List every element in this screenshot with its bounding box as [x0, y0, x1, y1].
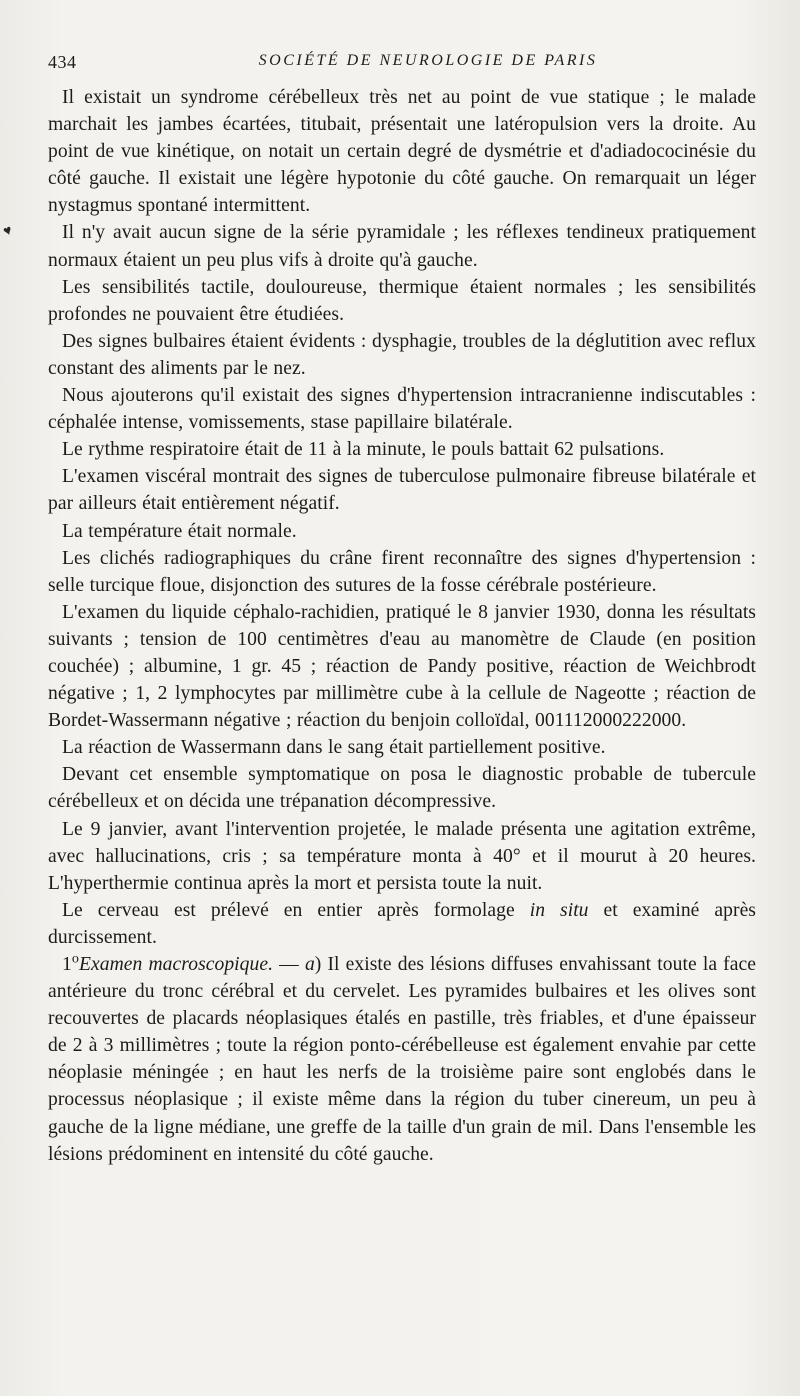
paragraph-respiratory-rhythm: Le rythme respiratoire était de 11 à la minute, le pouls battait 62 pulsations. [62, 439, 665, 461]
exam-number: 1 [62, 954, 72, 975]
body-text [48, 84, 756, 1168]
paragraph-sensibility: Les sensibilités tactile, douloureuse, thermique étaient normales ; les sensibilités profondes ne pouvaient être étudiées. [48, 276, 756, 325]
exam-heading: Examen macroscopique. [78, 954, 274, 975]
paragraph-pyramidal: Il n'y avait aucun signe de la série pyramidale ; les réflexes tendineux pratiquement normaux étaient un peu plus vifs à droite qu'à gauche. [48, 222, 756, 271]
paragraph-intracranial-hypertension: Nous ajouterons qu'il existait des signes d'hypertension intracranienne indiscutables : céphalée intense, vomissements, stase papillaire bilatérale. [48, 385, 756, 434]
situ-after: et examiné après durcissement. [48, 899, 756, 948]
paragraph-visceral-exam: L'examen viscéral montrait des signes de tuberculose pulmonaire fibreuse bilatérale et par ailleurs était entièrement négatif. [48, 466, 756, 515]
paragraph-death: Le 9 janvier, avant l'intervention projetée, le malade présenta une agitation extrême, avec hallucinations, cris ; sa température monta à 40° et il mourut à 20 heures. L'hyperthermie continua après la mort et persista toute la nuit. [48, 818, 756, 894]
paragraph-bulbar-signs: Des signes bulbaires étaient évidents : dysphagie, troubles de la déglutition avec reflux constant des aliments par le nez. [48, 330, 756, 379]
margin-mark-icon: ♥ [1, 223, 15, 240]
paragraph-temperature: La température était normale. [62, 520, 297, 542]
page-number: 434 [48, 52, 77, 72]
paragraph-wassermann-blood: La réaction de Wassermann dans le sang était partiellement positive. [62, 737, 606, 759]
page-header [48, 52, 748, 78]
exam-degree: o [71, 950, 79, 967]
paragraph-cerebellar-syndrome: Il existait un syndrome cérébelleux très net au point de vue statique ; le malade marchait les jambes écartées, titubait, présentait une latéropulsion vers la droite. Au point de vue kinétique, on notait un certain degré de dysmétrie et d'adiadococinésie du côté gauche. Il existait une légère hypotonie du côté gauche. On remarquait un léger nystagmus spontané intermittent. [48, 87, 756, 217]
paragraph-diagnosis: Devant cet ensemble symptomatique on posa le diagnostic probable de tubercule cérébelleux et on décida une trépanation décompressive. [48, 764, 756, 813]
running-head: SOCIÉTÉ DE NEUROLOGIE DE PARIS [258, 52, 598, 69]
situ-before: Le cerveau est prélevé en entier après formolage [62, 899, 530, 921]
situ-italic: in situ [529, 899, 589, 921]
exam-text: ) Il existe des lésions diffuses envahissant toute la face antérieure du tronc cérébral et du cervelet. Les pyramides bulbaires et les olives sont recouvertes de placards néoplasiques étalés en pastille, très friables, et d'une épaisseur de 2 à 3 millimètres ; toute la région ponto-cérébelleuse est également envahie par cette néoplasie méningée ; en haut les nerfs de la troisième paire sont englobés dans le processus néoplasique ; il existe même dans la région du tuber cinereum, un peu à gauche de la ligne médiane, une greffe de la taille d'un grain de mil. Dans l'ensemble les lésions prédominent en intensité du côté gauche. [48, 954, 756, 1165]
paragraph-csf-exam: L'examen du liquide céphalo-rachidien, pratiqué le 8 janvier 1930, donna les résultats suivants ; tension de 100 centimètres d'eau au manomètre de Claude (en position couchée) ; albumine, 1 gr. 45 ; réaction de Pandy positive, réaction de Weichbrodt négative ; 1, 2 lymphocytes par millimètre cube à la cellule de Nageotte ; réaction de Bordet-Wassermann négative ; réaction du benjoin colloïdal, 001112000222000. [48, 601, 756, 732]
exam-dash: — [273, 954, 305, 975]
paragraph-brain-removal [48, 897, 756, 951]
paragraph-macroscopic-exam [48, 951, 756, 1168]
exam-item-letter: a [304, 954, 315, 975]
paragraph-radiographs: Les clichés radiographiques du crâne firent reconnaître des signes d'hypertension : selle turcique floue, disjonction des sutures de la fosse cérébrale postérieure. [48, 547, 756, 596]
